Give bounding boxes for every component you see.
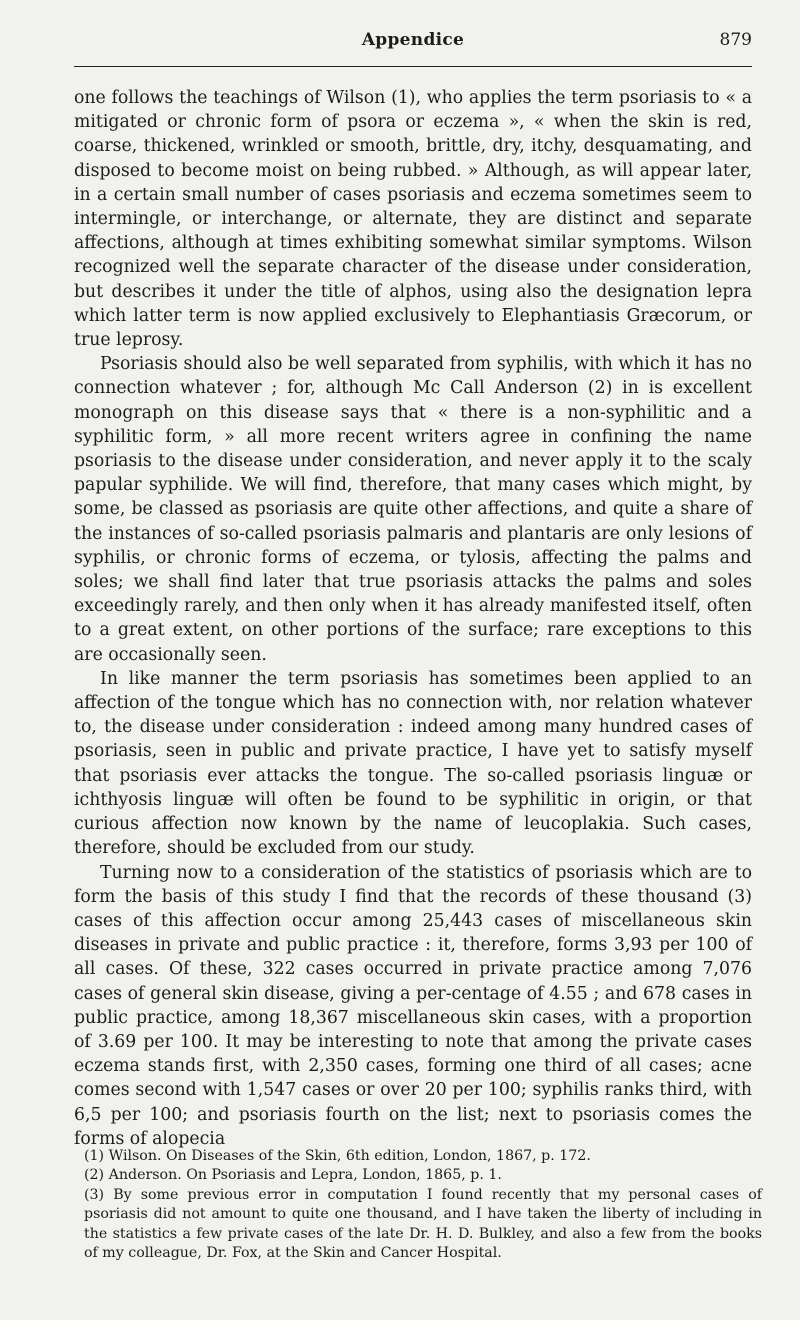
footnote-3: (3) By some previous error in computation I found recently that my personal cases of psoriasis did not amount to quite one thousand, and I have taken the liberty of including in the statistics a few private cases of the late Dr. H. D. Bulkley, and also a few from the books of my colleague, Dr. Fox, at the Skin and Cancer Hospital. [84,1186,762,1262]
page-number: 879 [719,30,752,50]
paragraph-wilson: one follows the teachings of Wilson (1), who applies the term psoriasis to « a mitigated or chronic form of psora or eczema », « when the skin is red, coarse, thickened, wrinkled or smooth, brittle, dry, itchy, desquamating, and disposed to become moist on being rubbed. » Although, as will appear later, in a certain small number of cases psoriasis and eczema sometimes seem to intermingle, or interchange, or alternate, they are distinct and separate affections, although at times exhibiting somewhat similar symptoms. Wilson recognized well the separate character of the disease under consideration, but describes it under the title of alphos, using also the designation lepra which latter term is now applied exclusively to Elephantiasis Græcorum, or true leprosy. [74,88,752,351]
header-rule [74,66,752,67]
running-header [74,30,752,56]
footnotes [84,1147,762,1263]
running-title: Appendice [361,30,465,50]
paragraph-statistics: Turning now to a consideration of the statistics of psoriasis which are to form the basis of this study I find that the records of these thousand (3) cases of this affection occur among 25,443 cases of miscellaneous skin diseases in private and public practice : it, therefore, forms 3,93 per 100 of all cases. Of these, 322 cases occurred in private practice among 7,076 cases of general skin disease, giving a per-centage of 4.55 ; and 678 cases in public practice, among 18,367 miscellaneous skin cases, with a proportion of 3.69 per 100. It may be interesting to note that among the private cases eczema stands first, with 2,350 cases, forming one third of all cases; acne comes second with 1,547 cases or over 20 per 100; syphilis ranks third, with 6,5 per 100; and psoriasis fourth on the list; next to psoriasis comes the forms of alopecia [74,862,752,1149]
main-text [74,86,752,1151]
footnote-2: (2) Anderson. On Psoriasis and Lepra, London, 1865, p. 1. [84,1167,502,1184]
paragraph-syphilis: Psoriasis should also be well separated from syphilis, with which it has no connection whatever ; for, although Mc Call Anderson (2) in is excellent monograph on this disease says that « there is a non-syphilitic and a syphilitic form, » all more recent writers agree in confining the name psoriasis to the disease under consideration, and never apply it to the scaly papular syphilide. We will find, therefore, that many cases which might, by some, be classed as psoriasis are quite other affections, and quite a share of the instances of so-called psoriasis palmaris and plantaris are only lesions of syphilis, or chronic forms of eczema, or tylosis, affecting the palms and soles; we shall find later that true psoriasis attacks the palms and soles exceedingly rarely, and then only when it has already manifested itself, often to a great extent, on other portions of the surface; rare exceptions to this are occasionally seen. [74,354,752,665]
paragraph-tongue: In like manner the term psoriasis has sometimes been applied to an affection of the tongue which has no connection with, nor relation whatever to, the disease under consideration : indeed among many hundred cases of psoriasis, seen in public and private practice, I have yet to satisfy myself that psoriasis ever attacks the tongue. The so-called psoriasis linguæ or ichthyosis linguæ will often be found to be syphilitic in origin, or that curious affection now known by the name of leucoplakia. Such cases, therefore, should be excluded from our study. [74,668,752,859]
footnote-1: (1) Wilson. On Diseases of the Skin, 6th edition, London, 1867, p. 172. [84,1148,591,1164]
